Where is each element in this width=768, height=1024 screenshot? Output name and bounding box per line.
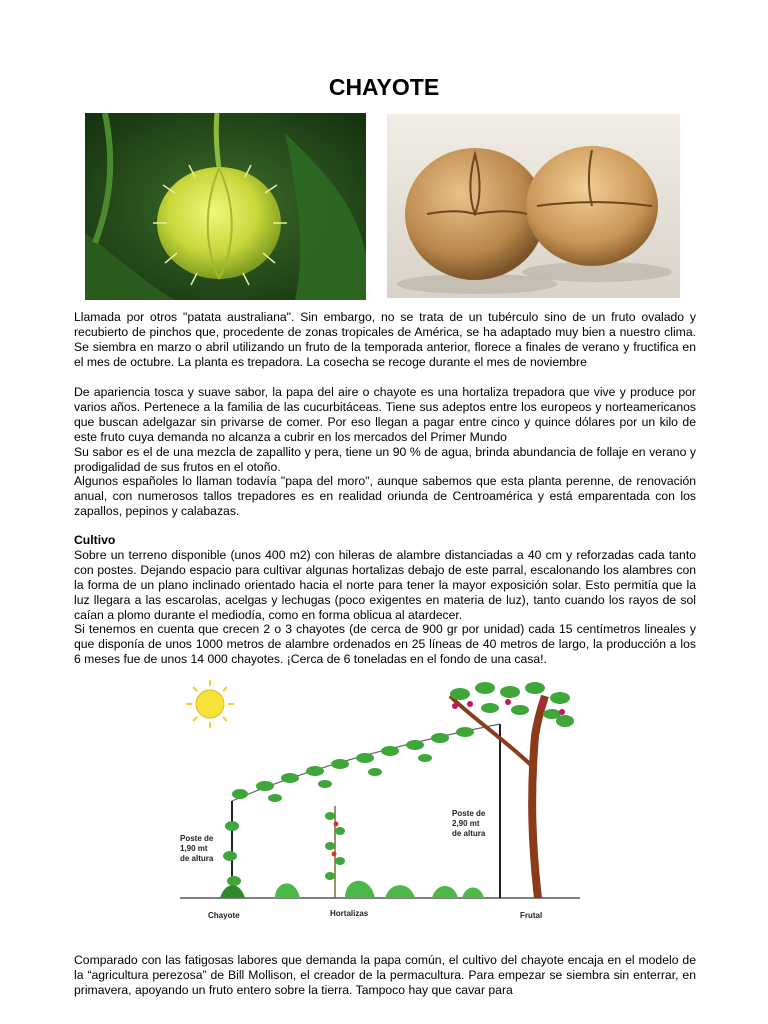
label-chayote: Chayote — [208, 911, 240, 920]
paragraph-cultivo-terrain: Sobre un terreno disponible (unos 400 m2) con hileras de alambre distanciadas a 40 cm y reforzadas cada tanto con postes. Dejando espacio para cultivar algunas hortalizas debajo de este parral, escalonando los alambres con la forma de un plano inclinado orientado hacia el norte para tener la mayor exposición solar. Esto permitía que la luz llegara a las escarolas, acelgas y lechugas (poco exigentes en materia de luz), tanto cuando los rayos de sol caían a plomo durante el mediodía, como en forma oblicua al atardecer. — [74, 547, 696, 622]
photo-brown-chayote-fruits — [387, 114, 680, 298]
label-short-post-3: de altura — [180, 854, 214, 863]
label-tall-post-3: de altura — [452, 829, 486, 838]
label-tall-post-2: 2,90 mt — [452, 819, 480, 828]
sun-icon — [186, 680, 234, 728]
label-tall-post-1: Poste de — [452, 809, 486, 818]
closing-paragraph: Comparado con las fatigosas labores que demanda la papa común, el cultivo del chayote encaja en el modelo de la “agricultura perezosa” de Bill Mollison, el creador de la permacultura. Para empezar se siembra sin enterrar, en primavera, apoyando un fruto entero sobre la tierra. Tampoco hay que cavar para — [74, 953, 696, 997]
photo-green-spiny-chayote — [85, 113, 366, 300]
page-title: CHAYOTE — [328, 74, 440, 100]
cultivo-section — [74, 533, 696, 667]
cultivation-diagram — [170, 676, 590, 926]
label-short-post-1: Poste de — [180, 834, 214, 843]
cultivo-heading: Cultivo — [74, 533, 116, 547]
paragraph-appearance: De apariencia tosca y suave sabor, la papa del aire o chayote es una hortaliza trepadora que vive y produce por varios años. Pertenece a la familia de las cucurbitáceas. Tiene sus adeptos entre los europeos y norteamericanos que buscan adelgazar sin privarse de comer. Por eso llegan a pagar entre cinco y quince dólares por un kilo de este fruto cuya demanda no alcanza a cubrir en los mercados del Primer Mundo — [74, 385, 696, 444]
label-frutal: Frutal — [520, 911, 543, 920]
paragraph-cultivo-production: Si tenemos en cuenta que crecen 2 o 3 chayotes (de cerca de 900 gr por unidad) cada 15 centímetros lineales y que disponía de unos 1000 metros de alambre ordenados en 25 líneas de 40 metros de largo, la producción a los 6 meses fue de unos 14 000 chayotes. ¡Cerca de 6 toneladas en el fondo de una casa!. — [74, 622, 696, 667]
label-hortalizas: Hortalizas — [330, 909, 369, 918]
paragraph-origin: Algunos españoles lo llaman todavía "papa del moro", aunque sabemos que esta planta perenne, de renovación anual, con numerosos tallos trepadores es en realidad oriunda de Centroamérica y está emparentada con los zapallos, pepinos y calabazas. — [74, 474, 696, 519]
label-short-post-2: 1,90 mt — [180, 844, 208, 853]
paragraph-flavor: Su sabor es el de una mezcla de zapallito y pera, tiene un 90 % de agua, brinda abundancia de follaje en verano y prodigalidad de sus frutos en el otoño. — [74, 444, 696, 474]
vine-leaves — [223, 727, 474, 886]
description-block — [74, 385, 696, 519]
intro-paragraph: Llamada por otros "patata australiana". Sin embargo, no se trata de un tubérculo sino de un fruto ovalado y recubierto de pinchos que, procedente de zonas tropicales de América, se ha adaptado muy bien a nuestro clima. Se siembra en marzo o abril utilizando un fruto de la temporada anterior, florece a finales de verano y fructifica en el mes de octubre. La planta es trepadora. La cosecha se recoge durante el mes de noviembre — [74, 310, 696, 369]
